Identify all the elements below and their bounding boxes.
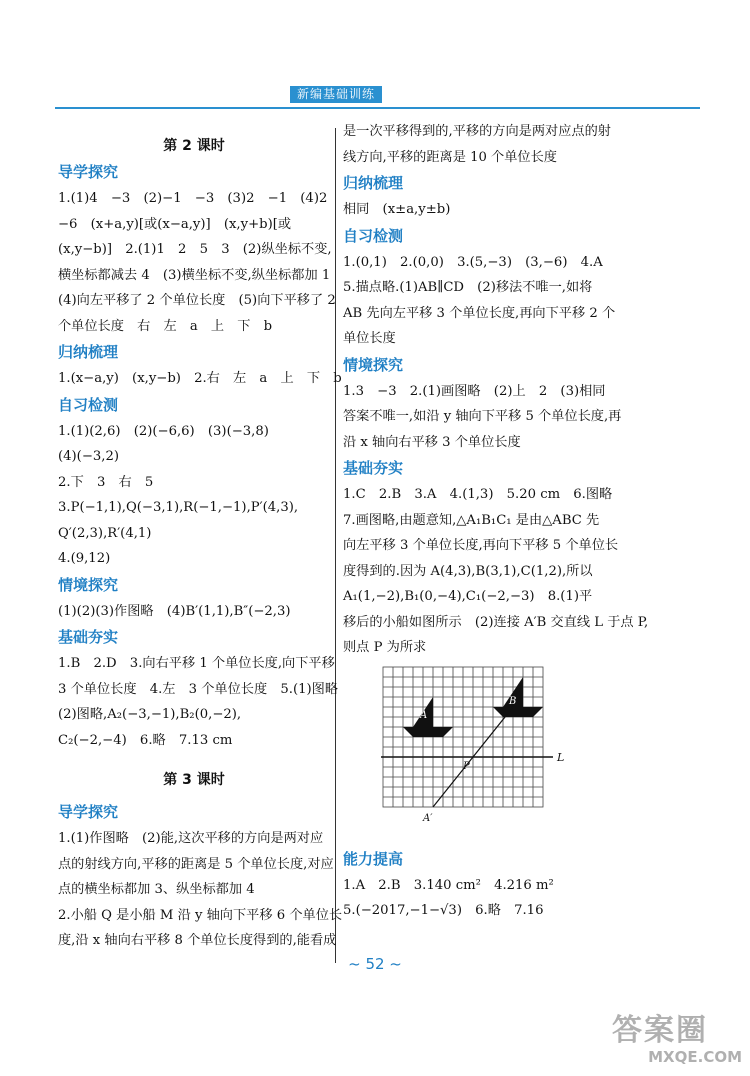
answer-line: A₁(1,−2),B₁(0,−4),C₁(−2,−3) 8.(1)平 [343,589,593,604]
answer-line: 答案不唯一,如沿 y 轴向下平移 5 个单位长度,再 [343,409,622,424]
answer-line: 沿 x 轴向右平移 3 个单位长度 [343,434,521,450]
answer-line: 向左平移 3 个单位长度,再向下平移 5 个单位长 [343,538,619,553]
answer-line: 4.(9,12) [58,551,111,566]
lesson-2-title: 第 2 课时 [163,138,225,154]
section-heading: 归纳梳理 [58,343,119,361]
label-A: A [420,709,428,721]
label-P: P [463,760,470,772]
answer-line: −6 (x+a,y)[或(x−a,y)] (x,y+b)[或 [58,216,292,232]
answer-line: 是一次平移得到的,平移的方向是两对应点的射 [343,124,611,139]
answer-line: 1.(1)作图略 (2)能,这次平移的方向是两对应 [58,831,324,846]
answer-line: 2.下 3 右 5 [58,474,154,490]
grid-figure-svg [381,665,581,840]
answer-line: 1.C 2.B 3.A 4.(1,3) 5.20 cm 6.图略 [343,487,613,502]
answer-line: 则点 P 为所求 [343,640,427,655]
answer-line: (4)(−3,2) [58,449,119,464]
answer-line: 3 个单位长度 4.左 3 个单位长度 5.(1)图略 [58,681,339,697]
answer-line: 1.B 2.D 3.向右平移 1 个单位长度,向下平移 [58,656,335,671]
answer-line: 5.描点略.(1)AB∥CD (2)移法不唯一,如将 [343,280,593,295]
answer-line: (2)图略,A₂(−3,−1),B₂(0,−2), [58,707,242,722]
answer-line: 1.3 −3 2.(1)画图略 (2)上 2 (3)相同 [343,383,606,399]
label-B: B [509,695,517,707]
watermark-url: MXQE.COM [648,1048,742,1066]
section-heading: 基础夯实 [343,459,404,477]
answer-line: 度得到的.因为 A(4,3),B(3,1),C(1,2),所以 [343,563,593,579]
answer-line: 1.(1)(2,6) (2)(−6,6) (3)(−3,8) [58,423,269,439]
right-column [343,119,649,924]
answer-line: 相同 (x±a,y±b) [343,202,451,217]
boat-A [403,727,453,737]
answer-line: AB 先向左平移 3 个单位长度,再向下平移 2 个 [343,305,616,321]
answer-line: 3.P(−1,1),Q(−3,1),R(−1,−1),P′(4,3), [58,500,299,515]
answer-line: 7.画图略,由题意知,△A₁B₁C₁ 是由△ABC 先 [343,512,600,528]
section-heading: 归纳梳理 [343,174,404,192]
answer-line: 线方向,平移的距离是 10 个单位长度 [343,149,557,165]
answer-line: 单位长度 [343,331,396,346]
page-number: ~ 52 ~ [348,955,402,973]
answer-line: 2.小船 Q 是小船 M 沿 y 轴向下平移 6 个单位长 [58,907,343,923]
lesson-3-title: 第 3 课时 [163,772,225,788]
watermark-logo [612,1015,742,1073]
answer-line: (x,y−b)] 2.(1)1 2 5 3 (2)纵坐标不变, [58,242,332,257]
translation-figure [381,665,565,840]
answer-line: C₂(−2,−4) 6.略 7.13 cm [58,732,233,748]
answer-line: 个单位长度 右 左 a 上 下 b [58,318,273,334]
section-heading: 导学探究 [58,163,119,181]
answer-line: 度,沿 x 轴向右平移 8 个单位长度得到的,能看成 [58,933,337,948]
answer-line: Q′(2,3),R′(4,1) [58,525,152,541]
answer-line: (4)向左平移了 2 个单位长度 (5)向下平移了 2 [58,293,336,308]
section-heading: 导学探究 [58,803,119,821]
left-column [58,133,343,954]
answer-line: (1)(2)(3)作图略 (4)B′(1,1),B″(−2,3) [58,603,291,619]
section-heading: 基础夯实 [58,628,119,646]
answer-line: 点的横坐标都加 3、纵坐标都加 4 [58,882,255,897]
answer-line: 1.A 2.B 3.140 cm² 4.216 m² [343,877,554,893]
watermark-text: 答案圈 [612,1013,708,1048]
section-heading: 自习检测 [343,226,404,245]
boat-B [493,707,543,717]
answer-line: 1.(0,1) 2.(0,0) 3.(5,−3) (3,−6) 4.A [343,254,603,270]
label-L: L [557,750,565,764]
answer-line: 点的射线方向,平移的距离是 5 个单位长度,对应 [58,856,334,872]
answer-line: 移后的小船如图所示 (2)连接 A′B 交直线 L 于点 P, [343,614,649,630]
page-header [0,82,750,116]
header-rule [55,107,700,109]
answer-line: 1.(1)4 −3 (2)−1 −3 (3)2 −1 (4)2 [58,191,328,206]
label-A-prime: A′ [423,812,433,824]
answer-line: 横坐标都减去 4 (3)横坐标不变,纵坐标都加 1 [58,267,331,283]
section-heading: 情境探究 [58,575,119,594]
column-divider [335,128,336,963]
section-heading: 情境探究 [343,355,404,374]
answer-line: 1.(x−a,y) (x,y−b) 2.右 左 a 上 下 b [58,371,342,386]
section-heading: 自习检测 [58,395,119,414]
answer-line: 5.(−2017,−1−√3) 6.略 7.16 [343,903,544,918]
series-title: 新编基础训练 [290,86,382,103]
section-heading: 能力提高 [343,849,404,868]
